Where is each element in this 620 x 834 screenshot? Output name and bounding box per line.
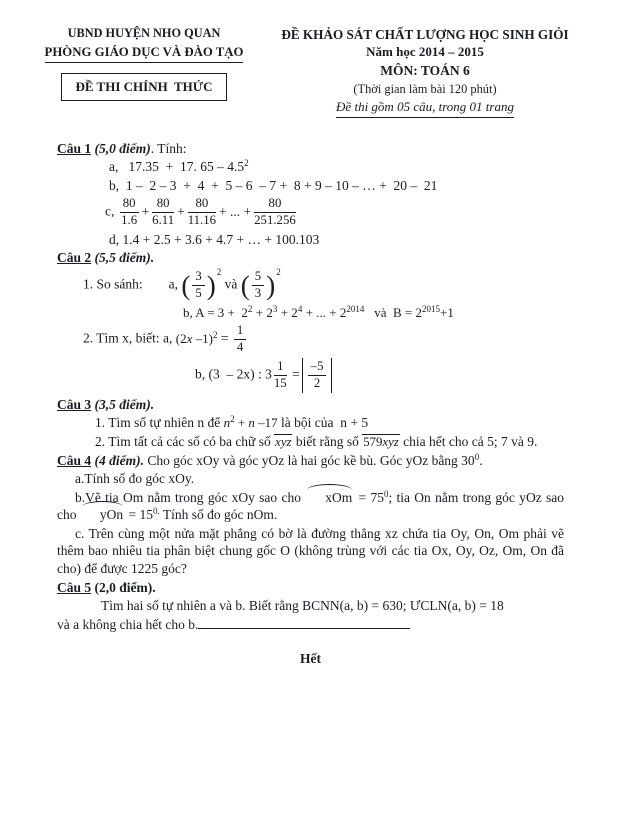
ellipsis-operator: + ... + bbox=[219, 203, 252, 219]
q4-item-b-text: ; tia On nằm trong góc yOz sao cho bbox=[57, 489, 568, 523]
digits-xyz: xyz bbox=[275, 435, 292, 450]
exam-title-block bbox=[258, 26, 592, 118]
official-stamp-wrap bbox=[30, 73, 258, 101]
q4-item-b-text: b.Vẽ tia Om nằm trong góc xOy sao cho bbox=[75, 489, 301, 505]
q4-item-c bbox=[57, 525, 568, 578]
end-marker-text: Hết bbox=[300, 651, 321, 667]
q4-intro-text: Cho góc xOy và góc yOz là hai góc kề bù. Góc yOz bằng 30 bbox=[147, 452, 475, 468]
numerator: 1 bbox=[274, 360, 287, 376]
fraction bbox=[254, 197, 296, 228]
question-1-number: Câu 1 bbox=[57, 140, 92, 156]
fraction bbox=[152, 197, 174, 228]
q1-item-a-exponent: 2 bbox=[244, 158, 249, 169]
exponent: 2 bbox=[212, 329, 218, 340]
issuer-name: UBND HUYỆN NHO QUAN bbox=[67, 26, 221, 40]
q1-item-c-label: c, bbox=[105, 203, 115, 219]
question-3-points: (3,5 điểm). bbox=[94, 396, 155, 412]
q5-line-1 bbox=[57, 597, 564, 615]
q4-item-b-text: Tính số đo góc nOm. bbox=[162, 507, 278, 523]
question-1-tail: . Tính: bbox=[150, 140, 187, 156]
q1-item-b bbox=[57, 177, 564, 195]
polynomial bbox=[224, 415, 278, 430]
q2-findx-b-text: b, (3 – 2x) : 3 bbox=[195, 366, 272, 382]
numerator: 80 bbox=[188, 197, 216, 213]
fraction bbox=[274, 360, 287, 391]
expr-close: –1) bbox=[192, 330, 213, 346]
fraction bbox=[252, 270, 264, 301]
q2b-text: + 2 bbox=[280, 304, 298, 320]
denominator: 5 bbox=[195, 285, 202, 300]
fraction bbox=[188, 197, 216, 228]
question-1 bbox=[57, 140, 564, 249]
question-5-number: Câu 5 bbox=[57, 579, 92, 595]
numerator: –5 bbox=[308, 360, 327, 376]
q5-line-2-text: và a không chia hết cho b. bbox=[57, 616, 199, 632]
q1-item-d-text: d, 1.4 + 2.5 + 3.6 + 4.7 + … + 100.103 bbox=[109, 231, 320, 247]
department-name-wrap bbox=[30, 43, 258, 63]
left-paren: ( bbox=[181, 270, 191, 301]
denominator: 251.256 bbox=[254, 213, 296, 228]
department-name: PHÒNG GIÁO DỤC VÀ ĐÀO TẠO bbox=[45, 44, 244, 63]
question-4-number: Câu 4 bbox=[57, 452, 92, 468]
q2-findx-label: 2. Tìm x, biết: a, bbox=[83, 330, 173, 346]
equals-sign: = bbox=[292, 366, 300, 382]
question-3 bbox=[57, 396, 564, 451]
q2-compare-label: 1. So sánh: bbox=[83, 276, 143, 292]
q4-item-b bbox=[57, 488, 568, 524]
denominator: 3 bbox=[254, 285, 262, 300]
variable-x: x bbox=[186, 330, 193, 346]
question-5-points: (2,0 điểm). bbox=[94, 579, 156, 595]
angle-yOn: yOn bbox=[99, 507, 124, 523]
q4-item-b-text: = 75 bbox=[354, 489, 384, 505]
overline-579xyz bbox=[362, 434, 400, 450]
denominator: 2 bbox=[313, 375, 321, 390]
q5-line-1-text: Tìm hai số tự nhiên a và b. Biết rằng BCNN(a, b) = 630; ƯCLN(a, b) = 18 bbox=[101, 598, 504, 614]
q2-compare-a-label: a, bbox=[168, 276, 179, 292]
degree-exponent: 0 bbox=[474, 451, 480, 462]
minus-term: –17 bbox=[258, 415, 278, 431]
q3-item-1-suffix: là bội của n + 5 bbox=[281, 415, 369, 431]
school-year: Năm học 2014 – 2015 bbox=[366, 44, 484, 60]
numerator: 5 bbox=[252, 270, 264, 286]
end-marker bbox=[57, 650, 564, 668]
question-2-heading bbox=[57, 249, 564, 267]
exponent: 2 bbox=[276, 267, 281, 278]
digits-xyz: xyz bbox=[382, 435, 399, 450]
degree-exponent: 0 bbox=[383, 488, 389, 499]
fraction bbox=[192, 270, 204, 301]
duration-note: (Thời gian làm bài 120 phút) bbox=[353, 81, 497, 96]
q3-item-2 bbox=[57, 433, 564, 451]
q1-item-d bbox=[57, 231, 564, 249]
q3-item-2-mid: biết rằng số bbox=[295, 434, 359, 450]
exponent: 2 bbox=[216, 267, 222, 278]
denominator: 11.16 bbox=[187, 213, 217, 228]
exponent: 2 bbox=[247, 303, 253, 314]
q2b-text: b, A = 3 + 2 bbox=[183, 304, 248, 320]
official-exam-stamp: ĐỀ THI CHÍNH THỨC bbox=[61, 73, 226, 101]
question-2-number: Câu 2 bbox=[57, 250, 92, 266]
period: . bbox=[479, 452, 483, 468]
q4-item-a-text: a.Tính số đo góc xOy. bbox=[75, 471, 195, 487]
question-2-points: (5,5 điểm). bbox=[94, 250, 155, 266]
q2-findx-b bbox=[57, 358, 564, 393]
issuer-block bbox=[30, 26, 258, 118]
subject-line: MÔN: TOÁN 6 bbox=[380, 63, 470, 79]
plus-operator: + bbox=[237, 415, 246, 431]
angle-hat-xOm bbox=[305, 489, 354, 507]
question-2 bbox=[57, 249, 564, 392]
angle-hat-yOn bbox=[80, 506, 125, 524]
plus-operator: + bbox=[177, 203, 185, 219]
q1-item-a-text: a, 17.35 + 17. 65 – 4.5 bbox=[109, 159, 245, 175]
numerator: 80 bbox=[254, 197, 296, 213]
denominator: 1.6 bbox=[121, 213, 138, 228]
numerator: 3 bbox=[192, 270, 204, 286]
question-4-heading bbox=[57, 452, 564, 470]
q4-item-b-text: = 15 bbox=[125, 507, 153, 523]
answer-blank-line bbox=[198, 616, 410, 628]
exponent: 4 bbox=[297, 303, 303, 314]
q2b-text: + ... + 2 bbox=[305, 304, 347, 320]
fraction bbox=[120, 197, 139, 228]
denominator: 6.11 bbox=[152, 213, 175, 228]
exponent: 3 bbox=[272, 303, 278, 314]
page-count-note-wrap bbox=[258, 98, 592, 118]
q2b-text: +1 bbox=[440, 304, 454, 320]
q3-item-2-prefix: 2. Tìm tất cả các số có ba chữ số bbox=[95, 434, 271, 450]
q1-item-c bbox=[57, 197, 564, 228]
q1-item-a bbox=[57, 158, 564, 176]
plus-operator: + bbox=[141, 203, 150, 219]
numerator: 80 bbox=[120, 197, 139, 213]
left-paren: ( bbox=[240, 270, 250, 301]
q2-findx-a bbox=[57, 324, 564, 355]
q4-item-c-text: c. Trên cùng một nửa mặt phẳng có bờ là đường thẳng xz chứa tia Oy, On, Om phải vẽ thêm bao nhiêu tia phân biệt chung gốc O (không trùng với các tia Ox, Oy, Oz, Om, On đã cho) để được 1225 góc? bbox=[57, 525, 568, 576]
numerator: 1 bbox=[234, 324, 246, 340]
q3-item-1 bbox=[57, 414, 564, 432]
question-5-heading bbox=[57, 579, 564, 597]
equals-sign: = bbox=[220, 330, 229, 346]
q4-item-a bbox=[57, 470, 564, 488]
exponent: 2015 bbox=[422, 303, 441, 314]
exponent: 2 bbox=[230, 414, 235, 425]
right-paren: ) bbox=[266, 270, 276, 301]
exponent: 2014 bbox=[346, 303, 365, 314]
absolute-value bbox=[302, 358, 333, 393]
question-1-points: (5,0 điểm) bbox=[94, 140, 151, 156]
expr-open: (2 bbox=[175, 330, 187, 346]
fraction bbox=[308, 360, 327, 391]
digits-579: 579 bbox=[363, 435, 383, 450]
question-3-number: Câu 3 bbox=[57, 396, 92, 412]
q5-line-2 bbox=[57, 616, 564, 634]
exam-body bbox=[0, 118, 620, 668]
q1-item-b-text: b, 1 – 2 – 3 + 4 + 5 – 6 – 7 + 8 + 9 – 10 – … + 20 – 21 bbox=[109, 177, 438, 193]
page-count-note: Đề thi gồm 05 câu, trong 01 trang bbox=[336, 99, 514, 118]
right-paren: ) bbox=[206, 270, 216, 301]
q3-item-2-suffix: chia hết cho cả 5; 7 và 9. bbox=[403, 434, 538, 450]
q2b-text: và B = 2 bbox=[367, 304, 423, 320]
angle-xOm: xOm bbox=[325, 489, 353, 505]
q2-compare-a bbox=[57, 267, 564, 301]
q3-item-1-prefix: 1. Tìm số tự nhiên n để bbox=[95, 415, 221, 431]
and-word: và bbox=[224, 276, 238, 292]
denominator: 4 bbox=[236, 340, 244, 355]
question-1-heading bbox=[57, 140, 564, 158]
exam-title: ĐỀ KHẢO SÁT CHẤT LƯỢNG HỌC SINH GIỎI bbox=[281, 27, 569, 42]
question-5 bbox=[57, 579, 564, 634]
overline-xyz bbox=[274, 434, 292, 450]
q2-compare-b bbox=[57, 304, 564, 322]
equation bbox=[176, 331, 218, 346]
variable-n: n bbox=[248, 415, 255, 431]
degree-exponent: 0. bbox=[153, 506, 160, 517]
numerator: 80 bbox=[152, 197, 174, 213]
question-3-heading bbox=[57, 396, 564, 414]
header bbox=[0, 0, 620, 118]
question-4-points: (4 điểm). bbox=[94, 452, 145, 468]
fraction bbox=[234, 324, 246, 355]
q2b-text: + 2 bbox=[255, 304, 273, 320]
variable-n: n bbox=[223, 415, 231, 431]
denominator: 15 bbox=[273, 375, 287, 390]
question-4 bbox=[57, 451, 568, 578]
